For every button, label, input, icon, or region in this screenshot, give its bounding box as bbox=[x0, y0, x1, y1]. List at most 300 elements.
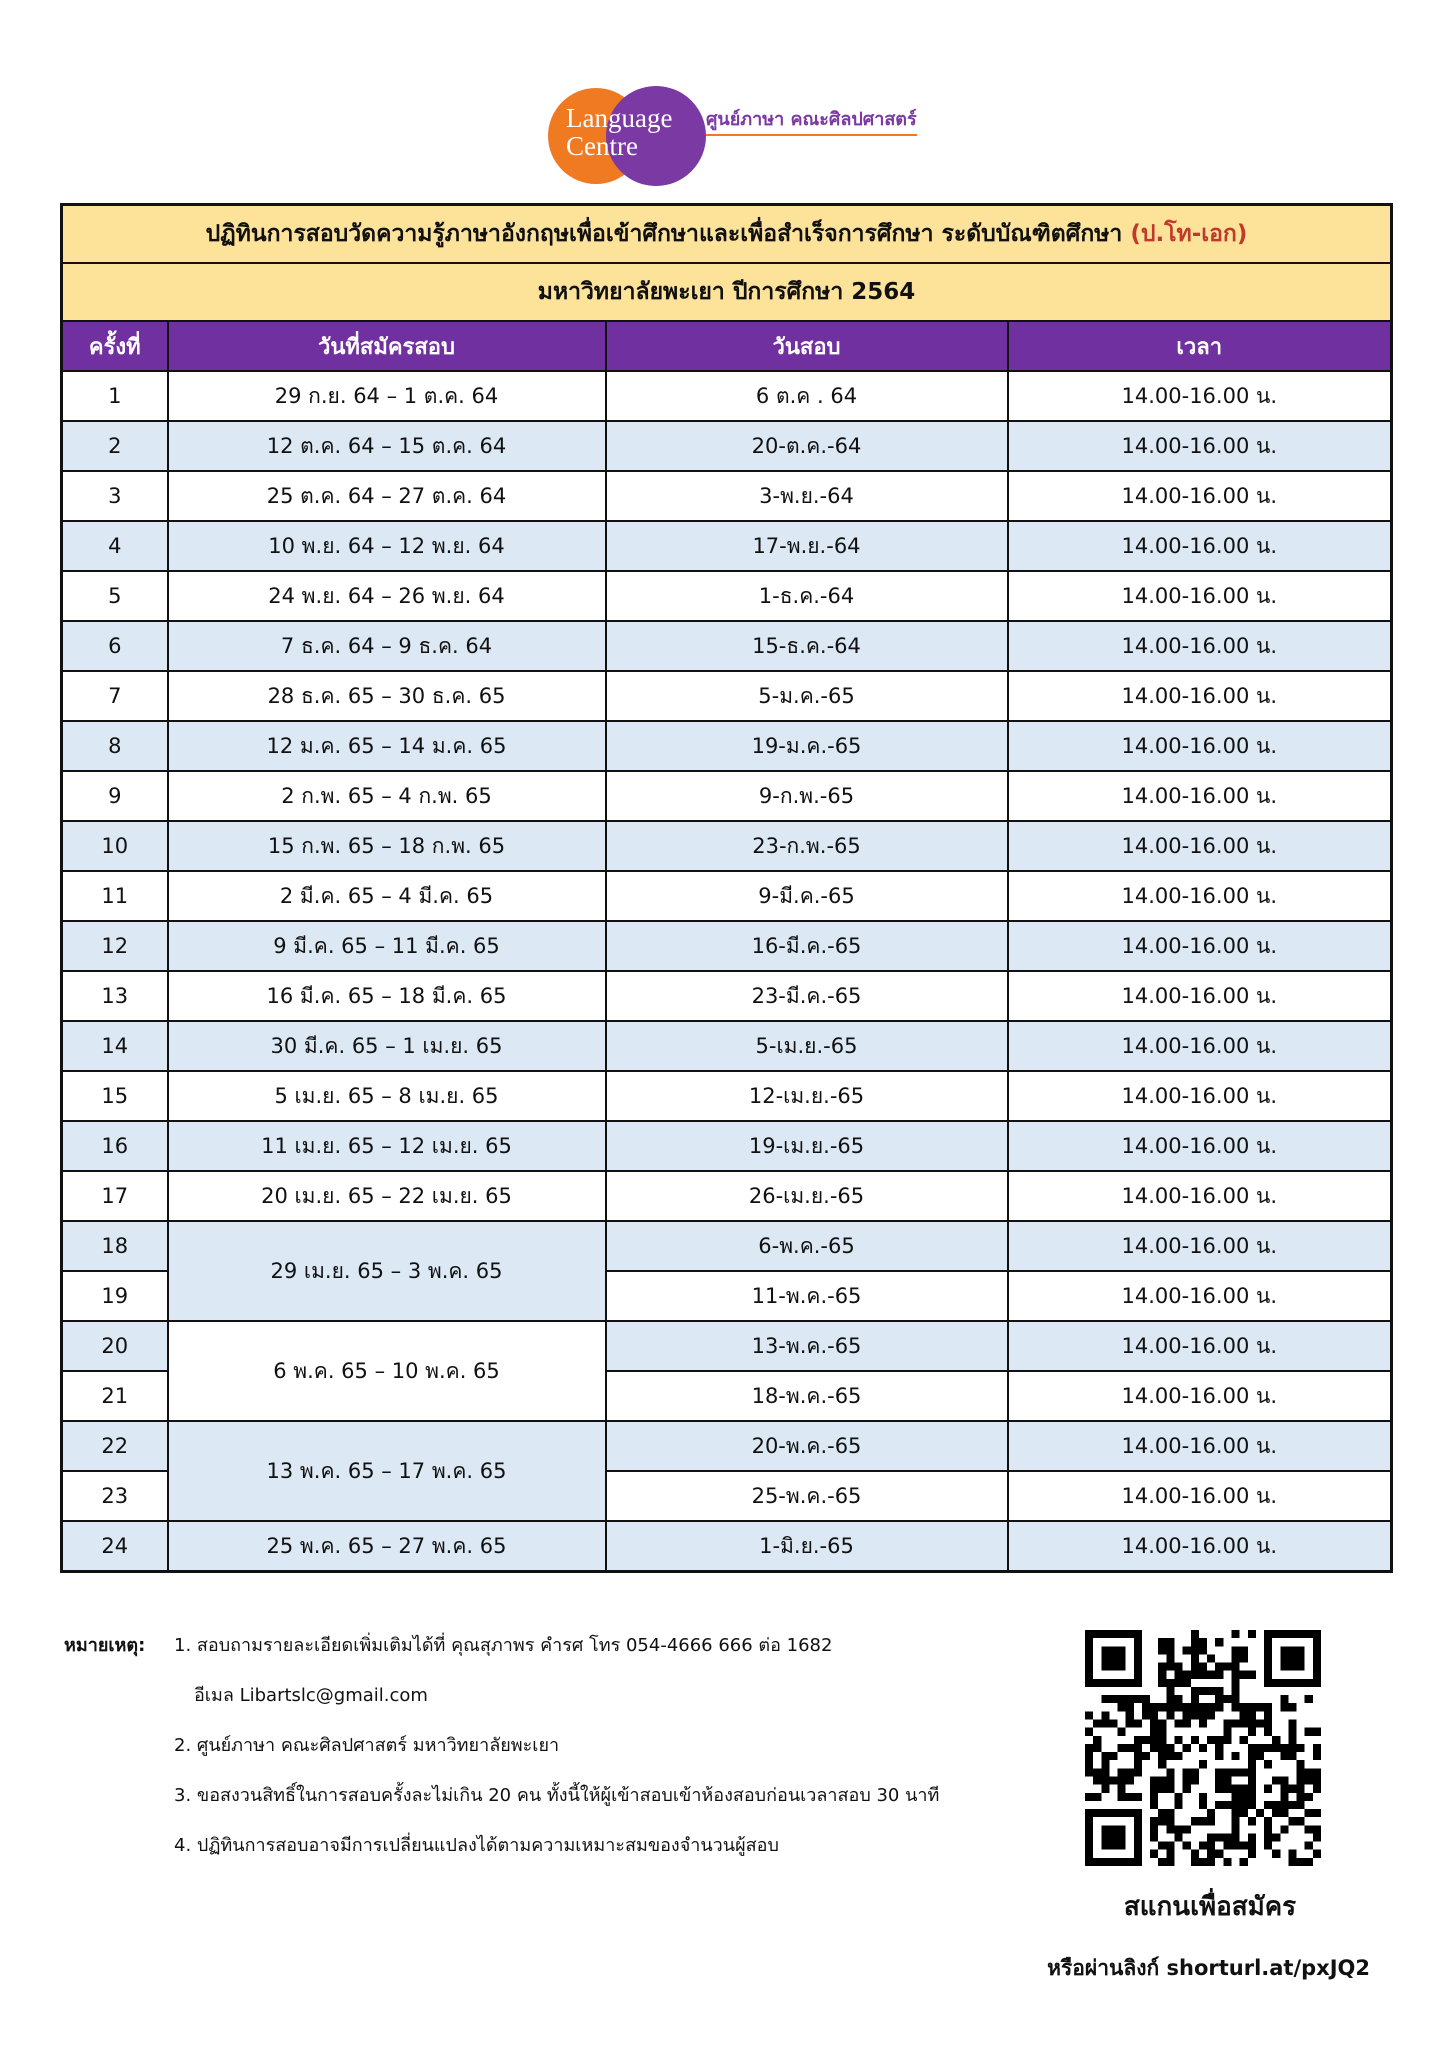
qr-module bbox=[1158, 1646, 1166, 1654]
cell-apply-date: 2 มี.ค. 65 – 4 มี.ค. 65 bbox=[168, 871, 606, 921]
qr-module bbox=[1215, 1703, 1223, 1711]
cell-no: 3 bbox=[62, 471, 168, 521]
qr-module bbox=[1231, 1752, 1239, 1760]
qr-module bbox=[1158, 1744, 1166, 1752]
qr-module bbox=[1101, 1752, 1109, 1760]
qr-module bbox=[1126, 1776, 1134, 1784]
qr-module bbox=[1183, 1744, 1191, 1752]
qr-module bbox=[1313, 1728, 1321, 1736]
qr-module bbox=[1288, 1858, 1296, 1866]
qr-module bbox=[1231, 1720, 1239, 1728]
qr-module bbox=[1085, 1768, 1093, 1776]
table-row bbox=[62, 1521, 1392, 1572]
qr-module bbox=[1199, 1760, 1207, 1768]
cell-time: 14.00-16.00 น. bbox=[1008, 821, 1392, 871]
qr-module bbox=[1183, 1785, 1191, 1793]
table-row bbox=[62, 971, 1392, 1021]
cell-exam-date: 1-มิ.ย.-65 bbox=[606, 1521, 1008, 1572]
qr-module bbox=[1150, 1793, 1158, 1801]
qr-module bbox=[1240, 1842, 1248, 1850]
table-row bbox=[62, 721, 1392, 771]
qr-module bbox=[1240, 1785, 1248, 1793]
qr-module bbox=[1191, 1703, 1199, 1711]
qr-module bbox=[1199, 1801, 1207, 1809]
qr-module bbox=[1150, 1744, 1158, 1752]
qr-module bbox=[1280, 1776, 1288, 1784]
qr-module bbox=[1175, 1825, 1183, 1833]
qr-module bbox=[1085, 1744, 1093, 1752]
note-2: 2. ศูนย์ภาษา คณะศิลปศาสตร์ มหาวิทยาลัยพะเยา bbox=[174, 1735, 560, 1756]
qr-module bbox=[1158, 1785, 1166, 1793]
cell-exam-date: 12-เม.ย.-65 bbox=[606, 1071, 1008, 1121]
qr-module bbox=[1191, 1638, 1199, 1646]
cell-no: 2 bbox=[62, 421, 168, 471]
cell-no: 15 bbox=[62, 1071, 168, 1121]
cell-time: 14.00-16.00 น. bbox=[1008, 1271, 1392, 1321]
header-apply-date: วันที่สมัครสอบ bbox=[168, 321, 606, 371]
qr-module bbox=[1231, 1646, 1239, 1654]
qr-module bbox=[1109, 1695, 1117, 1703]
qr-module bbox=[1280, 1785, 1288, 1793]
qr-module bbox=[1166, 1695, 1174, 1703]
qr-module bbox=[1248, 1817, 1256, 1825]
cell-exam-date: 23-ก.พ.-65 bbox=[606, 821, 1008, 871]
cell-time: 14.00-16.00 น. bbox=[1008, 1371, 1392, 1421]
cell-exam-date: 20-พ.ค.-65 bbox=[606, 1421, 1008, 1471]
qr-module bbox=[1158, 1736, 1166, 1744]
qr-module bbox=[1240, 1671, 1248, 1679]
cell-apply-date: 6 พ.ค. 65 – 10 พ.ค. 65 bbox=[168, 1321, 606, 1421]
qr-module bbox=[1150, 1703, 1158, 1711]
qr-module bbox=[1264, 1825, 1272, 1833]
qr-module bbox=[1166, 1663, 1174, 1671]
qr-module bbox=[1183, 1646, 1191, 1654]
qr-module bbox=[1166, 1842, 1174, 1850]
qr-module bbox=[1101, 1776, 1109, 1784]
qr-module bbox=[1288, 1752, 1296, 1760]
qr-module bbox=[1264, 1703, 1272, 1711]
cell-apply-date: 25 ต.ค. 64 – 27 ต.ค. 64 bbox=[168, 471, 606, 521]
qr-module bbox=[1183, 1711, 1191, 1719]
cell-no: 10 bbox=[62, 821, 168, 871]
table-row bbox=[62, 521, 1392, 571]
qr-module bbox=[1134, 1752, 1142, 1760]
qr-module bbox=[1175, 1833, 1183, 1841]
qr-module bbox=[1183, 1776, 1191, 1784]
qr-module bbox=[1223, 1833, 1231, 1841]
qr-module bbox=[1158, 1663, 1166, 1671]
cell-time: 14.00-16.00 น. bbox=[1008, 871, 1392, 921]
qr-module bbox=[1231, 1703, 1239, 1711]
qr-module bbox=[1313, 1768, 1321, 1776]
qr-module bbox=[1248, 1752, 1256, 1760]
qr-module bbox=[1297, 1768, 1305, 1776]
cell-exam-date: 23-มี.ค.-65 bbox=[606, 971, 1008, 1021]
qr-module bbox=[1231, 1679, 1239, 1687]
cell-time: 14.00-16.00 น. bbox=[1008, 771, 1392, 821]
qr-module bbox=[1199, 1646, 1207, 1654]
qr-module bbox=[1288, 1703, 1296, 1711]
cell-exam-date: 1-ธ.ค.-64 bbox=[606, 571, 1008, 621]
qr-module bbox=[1248, 1711, 1256, 1719]
qr-module bbox=[1199, 1858, 1207, 1866]
qr-module bbox=[1199, 1842, 1207, 1850]
shorturl-link[interactable]: หรือผ่านลิงก์ shorturl.at/pxJQ2 bbox=[1047, 1956, 1370, 1980]
cell-no: 17 bbox=[62, 1171, 168, 1221]
cell-time: 14.00-16.00 น. bbox=[1008, 521, 1392, 571]
cell-time: 14.00-16.00 น. bbox=[1008, 1421, 1392, 1471]
qr-module bbox=[1248, 1776, 1256, 1784]
cell-no: 21 bbox=[62, 1371, 168, 1421]
qr-module bbox=[1118, 1703, 1126, 1711]
qr-module bbox=[1199, 1687, 1207, 1695]
cell-exam-date: 9-มี.ค.-65 bbox=[606, 871, 1008, 921]
qr-module bbox=[1264, 1817, 1272, 1825]
qr-module bbox=[1158, 1842, 1166, 1850]
qr-module bbox=[1191, 1736, 1199, 1744]
qr-module bbox=[1305, 1809, 1313, 1817]
qr-module bbox=[1256, 1703, 1264, 1711]
qr-finder-inner bbox=[1101, 1825, 1125, 1849]
qr-module bbox=[1231, 1654, 1239, 1662]
qr-module bbox=[1150, 1776, 1158, 1784]
qr-module bbox=[1166, 1752, 1174, 1760]
qr-module bbox=[1231, 1768, 1239, 1776]
qr-module bbox=[1158, 1703, 1166, 1711]
table-row bbox=[62, 671, 1392, 721]
qr-module bbox=[1215, 1687, 1223, 1695]
qr-module bbox=[1248, 1785, 1256, 1793]
qr-module bbox=[1158, 1752, 1166, 1760]
qr-module bbox=[1223, 1842, 1231, 1850]
cell-no: 18 bbox=[62, 1221, 168, 1271]
qr-module bbox=[1191, 1654, 1199, 1662]
qr-module bbox=[1191, 1768, 1199, 1776]
qr-module bbox=[1183, 1679, 1191, 1687]
qr-module bbox=[1256, 1752, 1264, 1760]
qr-module bbox=[1183, 1842, 1191, 1850]
qr-module bbox=[1166, 1687, 1174, 1695]
qr-module bbox=[1093, 1793, 1101, 1801]
header-time: เวลา bbox=[1008, 321, 1392, 371]
qr-module bbox=[1313, 1785, 1321, 1793]
qr-module bbox=[1126, 1744, 1134, 1752]
qr-module bbox=[1248, 1833, 1256, 1841]
cell-exam-date: 16-มี.ค.-65 bbox=[606, 921, 1008, 971]
qr-module bbox=[1288, 1720, 1296, 1728]
table-row bbox=[62, 371, 1392, 421]
qr-module bbox=[1191, 1646, 1199, 1654]
qr-module bbox=[1207, 1858, 1215, 1866]
logo-word-language: Language bbox=[566, 103, 673, 133]
cell-no: 4 bbox=[62, 521, 168, 571]
qr-module bbox=[1191, 1671, 1199, 1679]
qr-module bbox=[1313, 1776, 1321, 1784]
cell-no: 19 bbox=[62, 1271, 168, 1321]
qr-module bbox=[1248, 1703, 1256, 1711]
qr-module bbox=[1158, 1817, 1166, 1825]
qr-module bbox=[1183, 1720, 1191, 1728]
qr-module bbox=[1280, 1752, 1288, 1760]
qr-module bbox=[1223, 1785, 1231, 1793]
qr-module bbox=[1158, 1776, 1166, 1784]
cell-no: 8 bbox=[62, 721, 168, 771]
qr-module bbox=[1150, 1785, 1158, 1793]
qr-module bbox=[1150, 1736, 1158, 1744]
qr-module bbox=[1085, 1711, 1093, 1719]
table-row bbox=[62, 921, 1392, 971]
qr-module bbox=[1280, 1744, 1288, 1752]
cell-apply-date: 20 เม.ย. 65 – 22 เม.ย. 65 bbox=[168, 1171, 606, 1221]
qr-module bbox=[1175, 1720, 1183, 1728]
qr-module bbox=[1215, 1801, 1223, 1809]
qr-module bbox=[1240, 1736, 1248, 1744]
qr-module bbox=[1288, 1850, 1296, 1858]
cell-no: 22 bbox=[62, 1421, 168, 1471]
qr-module bbox=[1248, 1801, 1256, 1809]
qr-module bbox=[1118, 1793, 1126, 1801]
qr-module bbox=[1166, 1646, 1174, 1654]
qr-module bbox=[1191, 1817, 1199, 1825]
cell-no: 11 bbox=[62, 871, 168, 921]
qr-module bbox=[1175, 1793, 1183, 1801]
qr-module bbox=[1101, 1768, 1109, 1776]
cell-exam-date: 5-ม.ค.-65 bbox=[606, 671, 1008, 721]
qr-module bbox=[1264, 1833, 1272, 1841]
table-row bbox=[62, 1021, 1392, 1071]
qr-module bbox=[1101, 1720, 1109, 1728]
qr-module bbox=[1134, 1793, 1142, 1801]
qr-module bbox=[1240, 1793, 1248, 1801]
qr-module bbox=[1231, 1793, 1239, 1801]
qr-module bbox=[1118, 1744, 1126, 1752]
qr-module bbox=[1305, 1858, 1313, 1866]
qr-module bbox=[1199, 1663, 1207, 1671]
qr-module bbox=[1191, 1663, 1199, 1671]
cell-apply-date: 30 มี.ค. 65 – 1 เม.ย. 65 bbox=[168, 1021, 606, 1071]
qr-module bbox=[1142, 1703, 1150, 1711]
qr-module bbox=[1305, 1768, 1313, 1776]
qr-module bbox=[1313, 1833, 1321, 1841]
qr-module bbox=[1256, 1720, 1264, 1728]
qr-module bbox=[1231, 1833, 1239, 1841]
cell-no: 9 bbox=[62, 771, 168, 821]
qr-module bbox=[1150, 1817, 1158, 1825]
header-exam-date: วันสอบ bbox=[606, 321, 1008, 371]
qr-module bbox=[1305, 1695, 1313, 1703]
cell-exam-date: 26-เม.ย.-65 bbox=[606, 1171, 1008, 1221]
qr-module bbox=[1231, 1842, 1239, 1850]
qr-module bbox=[1199, 1711, 1207, 1719]
cell-time: 14.00-16.00 น. bbox=[1008, 1221, 1392, 1271]
qr-module bbox=[1297, 1793, 1305, 1801]
cell-apply-date: 12 ต.ค. 64 – 15 ต.ค. 64 bbox=[168, 421, 606, 471]
qr-module bbox=[1248, 1842, 1256, 1850]
qr-module bbox=[1223, 1663, 1231, 1671]
note-1: 1. สอบถามรายละเอียดเพิ่มเติมได้ที่ คุณสุภาพร คำรศ โทร 054-4666 666 ต่อ 1682 bbox=[174, 1635, 833, 1656]
cell-exam-date: 20-ต.ค.-64 bbox=[606, 421, 1008, 471]
qr-module bbox=[1175, 1703, 1183, 1711]
cell-time: 14.00-16.00 น. bbox=[1008, 1521, 1392, 1572]
qr-module bbox=[1207, 1687, 1215, 1695]
qr-module bbox=[1134, 1720, 1142, 1728]
qr-module bbox=[1158, 1638, 1166, 1646]
qr-module bbox=[1248, 1850, 1256, 1858]
qr-module bbox=[1231, 1825, 1239, 1833]
table-row bbox=[62, 771, 1392, 821]
qr-module bbox=[1288, 1728, 1296, 1736]
qr-module bbox=[1215, 1695, 1223, 1703]
qr-module bbox=[1305, 1776, 1313, 1784]
qr-module bbox=[1109, 1720, 1117, 1728]
qr-module bbox=[1150, 1801, 1158, 1809]
qr-module bbox=[1305, 1825, 1313, 1833]
qr-module bbox=[1313, 1850, 1321, 1858]
table-row bbox=[62, 871, 1392, 921]
qr-module bbox=[1231, 1809, 1239, 1817]
qr-module bbox=[1288, 1785, 1296, 1793]
qr-module bbox=[1118, 1695, 1126, 1703]
qr-module bbox=[1166, 1703, 1174, 1711]
qr-module bbox=[1264, 1744, 1272, 1752]
qr-module bbox=[1272, 1801, 1280, 1809]
qr-module bbox=[1142, 1752, 1150, 1760]
qr-module bbox=[1240, 1703, 1248, 1711]
cell-time: 14.00-16.00 น. bbox=[1008, 721, 1392, 771]
cell-apply-date: 5 เม.ย. 65 – 8 เม.ย. 65 bbox=[168, 1071, 606, 1121]
qr-module bbox=[1085, 1728, 1093, 1736]
qr-module bbox=[1264, 1785, 1272, 1793]
qr-module bbox=[1191, 1858, 1199, 1866]
qr-module bbox=[1142, 1695, 1150, 1703]
qr-module bbox=[1272, 1809, 1280, 1817]
qr-caption: สแกนเพื่อสมัคร bbox=[1123, 1892, 1297, 1922]
cell-exam-date: 19-เม.ย.-65 bbox=[606, 1121, 1008, 1171]
language-centre-logo bbox=[548, 86, 998, 186]
cell-no: 5 bbox=[62, 571, 168, 621]
qr-module bbox=[1248, 1744, 1256, 1752]
qr-module bbox=[1215, 1776, 1223, 1784]
cell-time: 14.00-16.00 น. bbox=[1008, 471, 1392, 521]
qr-module bbox=[1288, 1801, 1296, 1809]
qr-module bbox=[1093, 1744, 1101, 1752]
qr-module bbox=[1223, 1695, 1231, 1703]
qr-module bbox=[1109, 1776, 1117, 1784]
qr-module bbox=[1207, 1817, 1215, 1825]
qr-module bbox=[1248, 1671, 1256, 1679]
qr-module bbox=[1134, 1768, 1142, 1776]
note-1-email: อีเมล Libartslc@gmail.com bbox=[194, 1685, 428, 1706]
qr-module bbox=[1240, 1646, 1248, 1654]
qr-module bbox=[1305, 1842, 1313, 1850]
cell-exam-date: 25-พ.ค.-65 bbox=[606, 1471, 1008, 1521]
qr-module bbox=[1223, 1858, 1231, 1866]
title-line1: ปฏิทินการสอบวัดความรู้ภาษาอังกฤษเพื่อเข้าศึกษาและเพื่อสำเร็จการศึกษา ระดับบัณฑิตศึกษา bbox=[205, 221, 1123, 247]
qr-module bbox=[1175, 1679, 1183, 1687]
qr-module bbox=[1288, 1736, 1296, 1744]
qr-module bbox=[1215, 1638, 1223, 1646]
cell-apply-date: 13 พ.ค. 65 – 17 พ.ค. 65 bbox=[168, 1421, 606, 1521]
cell-time: 14.00-16.00 น. bbox=[1008, 621, 1392, 671]
qr-module bbox=[1313, 1752, 1321, 1760]
qr-module bbox=[1134, 1760, 1142, 1768]
cell-no: 1 bbox=[62, 371, 168, 421]
qr-module bbox=[1158, 1679, 1166, 1687]
qr-module bbox=[1166, 1776, 1174, 1784]
notes-label: หมายเหตุ: bbox=[64, 1635, 146, 1656]
qr-module bbox=[1313, 1809, 1321, 1817]
qr-module bbox=[1158, 1858, 1166, 1866]
qr-module bbox=[1297, 1776, 1305, 1784]
qr-module bbox=[1199, 1720, 1207, 1728]
table-row bbox=[62, 471, 1392, 521]
qr-module bbox=[1215, 1850, 1223, 1858]
qr-module bbox=[1101, 1695, 1109, 1703]
qr-module bbox=[1207, 1711, 1215, 1719]
qr-module bbox=[1126, 1703, 1134, 1711]
qr-module bbox=[1305, 1728, 1313, 1736]
table-row bbox=[62, 1171, 1392, 1221]
qr-module bbox=[1223, 1776, 1231, 1784]
qr-code[interactable] bbox=[1085, 1630, 1321, 1866]
qr-module bbox=[1248, 1768, 1256, 1776]
cell-apply-date: 7 ธ.ค. 64 – 9 ธ.ค. 64 bbox=[168, 621, 606, 671]
qr-module bbox=[1248, 1793, 1256, 1801]
qr-module bbox=[1215, 1663, 1223, 1671]
qr-module bbox=[1223, 1728, 1231, 1736]
cell-no: 23 bbox=[62, 1471, 168, 1521]
qr-module bbox=[1215, 1752, 1223, 1760]
qr-module bbox=[1264, 1711, 1272, 1719]
qr-module bbox=[1118, 1776, 1126, 1784]
qr-module bbox=[1183, 1825, 1191, 1833]
cell-no: 24 bbox=[62, 1521, 168, 1572]
qr-module bbox=[1231, 1671, 1239, 1679]
qr-module bbox=[1272, 1744, 1280, 1752]
qr-module bbox=[1215, 1785, 1223, 1793]
qr-module bbox=[1166, 1809, 1174, 1817]
qr-module bbox=[1223, 1768, 1231, 1776]
qr-module bbox=[1207, 1809, 1215, 1817]
qr-module bbox=[1085, 1760, 1093, 1768]
qr-module bbox=[1175, 1695, 1183, 1703]
qr-module bbox=[1183, 1671, 1191, 1679]
qr-module bbox=[1093, 1736, 1101, 1744]
qr-module bbox=[1191, 1711, 1199, 1719]
qr-module bbox=[1150, 1720, 1158, 1728]
qr-module bbox=[1199, 1744, 1207, 1752]
qr-module bbox=[1158, 1728, 1166, 1736]
qr-module bbox=[1150, 1850, 1158, 1858]
qr-finder-inner bbox=[1280, 1646, 1304, 1670]
qr-module bbox=[1297, 1858, 1305, 1866]
qr-module bbox=[1101, 1785, 1109, 1793]
cell-exam-date: 11-พ.ค.-65 bbox=[606, 1271, 1008, 1321]
qr-module bbox=[1101, 1711, 1109, 1719]
cell-exam-date: 17-พ.ย.-64 bbox=[606, 521, 1008, 571]
qr-module bbox=[1288, 1744, 1296, 1752]
qr-module bbox=[1240, 1654, 1248, 1662]
qr-module bbox=[1313, 1825, 1321, 1833]
qr-module bbox=[1272, 1776, 1280, 1784]
qr-module bbox=[1183, 1768, 1191, 1776]
qr-module bbox=[1231, 1695, 1239, 1703]
qr-module bbox=[1175, 1663, 1183, 1671]
exam-schedule-table bbox=[60, 203, 1393, 1573]
qr-module bbox=[1118, 1768, 1126, 1776]
qr-module bbox=[1240, 1720, 1248, 1728]
qr-module bbox=[1158, 1809, 1166, 1817]
